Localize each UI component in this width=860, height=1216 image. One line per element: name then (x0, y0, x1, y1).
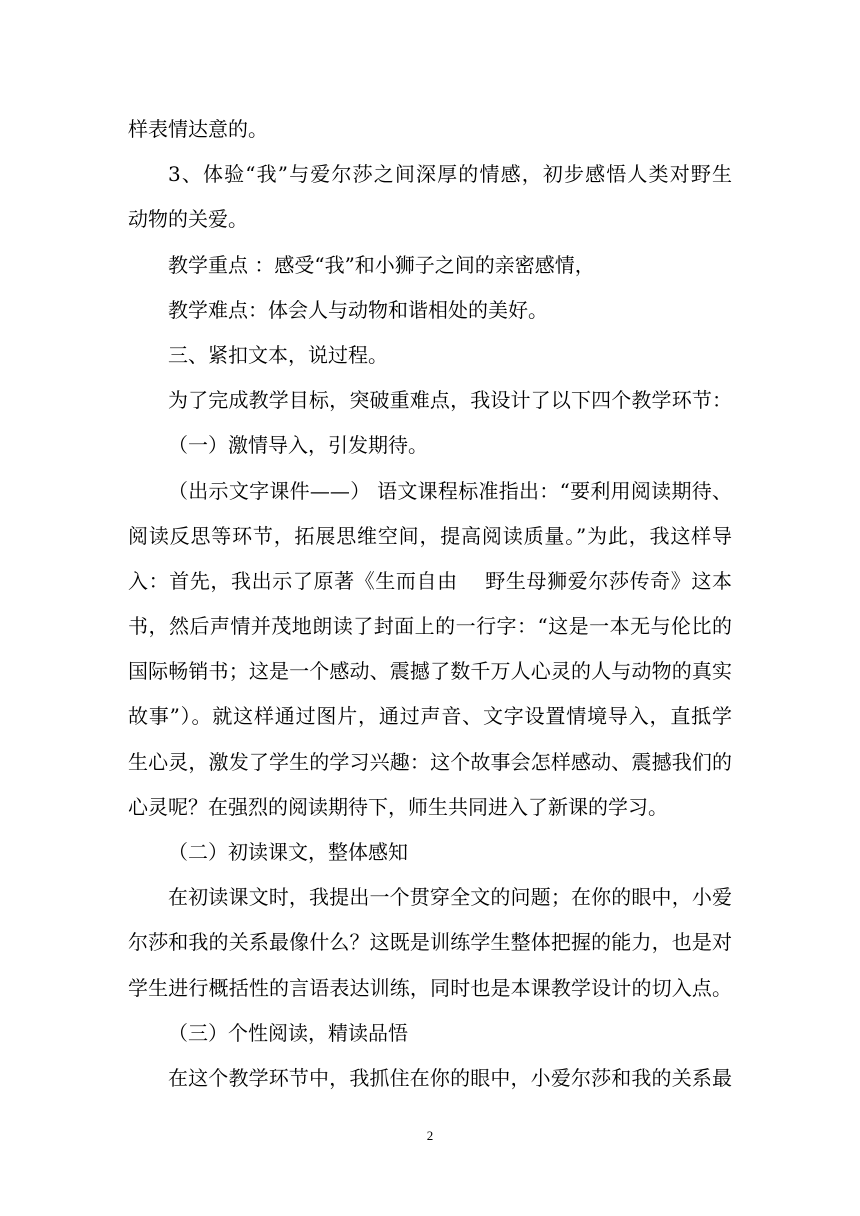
text-line: 生心灵，激发了学生的学习兴趣：这个故事会怎样感动、震撼我们的 (128, 749, 732, 774)
text-line: 教学重点 ：感受“我”和小狮子之间的亲密感情， (168, 252, 595, 277)
text-line: 为了完成教学目标，突破重难点，我设计了以下四个教学环节： (168, 388, 732, 413)
text-line: （二）初读课文，整体感知 (168, 840, 408, 864)
text-line: 尔莎和我的关系最像什么？这既是训练学生整体把握的能力，也是对 (128, 930, 732, 955)
page-number: 2 (426, 1128, 434, 1143)
text-line: （出示文字课件——） 语文课程标准指出：“要利用阅读期待、 (168, 478, 732, 503)
text-line: 动物的关爱。 (128, 207, 248, 232)
text-line: 学生进行概括性的言语表达训练，同时也是本课教学设计的切入点。 (128, 975, 732, 1000)
text-line: 阅读反思等环节，拓展思维空间，提高阅读质量。”为此，我这样导 (128, 523, 732, 548)
text-line: 书，然后声情并茂地朗读了封面上的一行字：“这是一本无与伦比的 (128, 614, 732, 639)
text-line: 心灵呢？在强烈的阅读期待下，师生共同进入了新课的学习。 (128, 794, 668, 819)
text-line: （一）激情导入，引发期待。 (168, 433, 428, 458)
text-line: 故事”）。就这样通过图片，通过声音、文字设置情境导入，直抵学 (128, 704, 732, 729)
text-line: 三、紧扣文本，说过程。 (168, 342, 388, 367)
text-line: 教学难点：体会人与动物和谐相处的美好。 (168, 297, 548, 322)
text-line: 在这个教学环节中，我抓住在你的眼中，小爱尔莎和我的关系最 (168, 1065, 732, 1090)
text-line: 在初读课文时，我提出一个贯穿全文的问题；在你的眼中，小爱 (168, 885, 732, 910)
text-line: 3、体验“我”与爱尔莎之间深厚的情感，初步感悟人类对野生 (168, 162, 732, 187)
body-text (128, 107, 732, 1101)
text-line: 入：首先，我出示了原著《生而自由 野生母狮爱尔莎传奇》这本 (128, 568, 732, 593)
text-line: 国际畅销书；这是一个感动、震撼了数千万人心灵的人与动物的真实 (128, 659, 732, 684)
text-line: 样表情达意的。 (128, 117, 268, 141)
text-line: （三）个性阅读，精读品悟 (168, 1020, 408, 1045)
